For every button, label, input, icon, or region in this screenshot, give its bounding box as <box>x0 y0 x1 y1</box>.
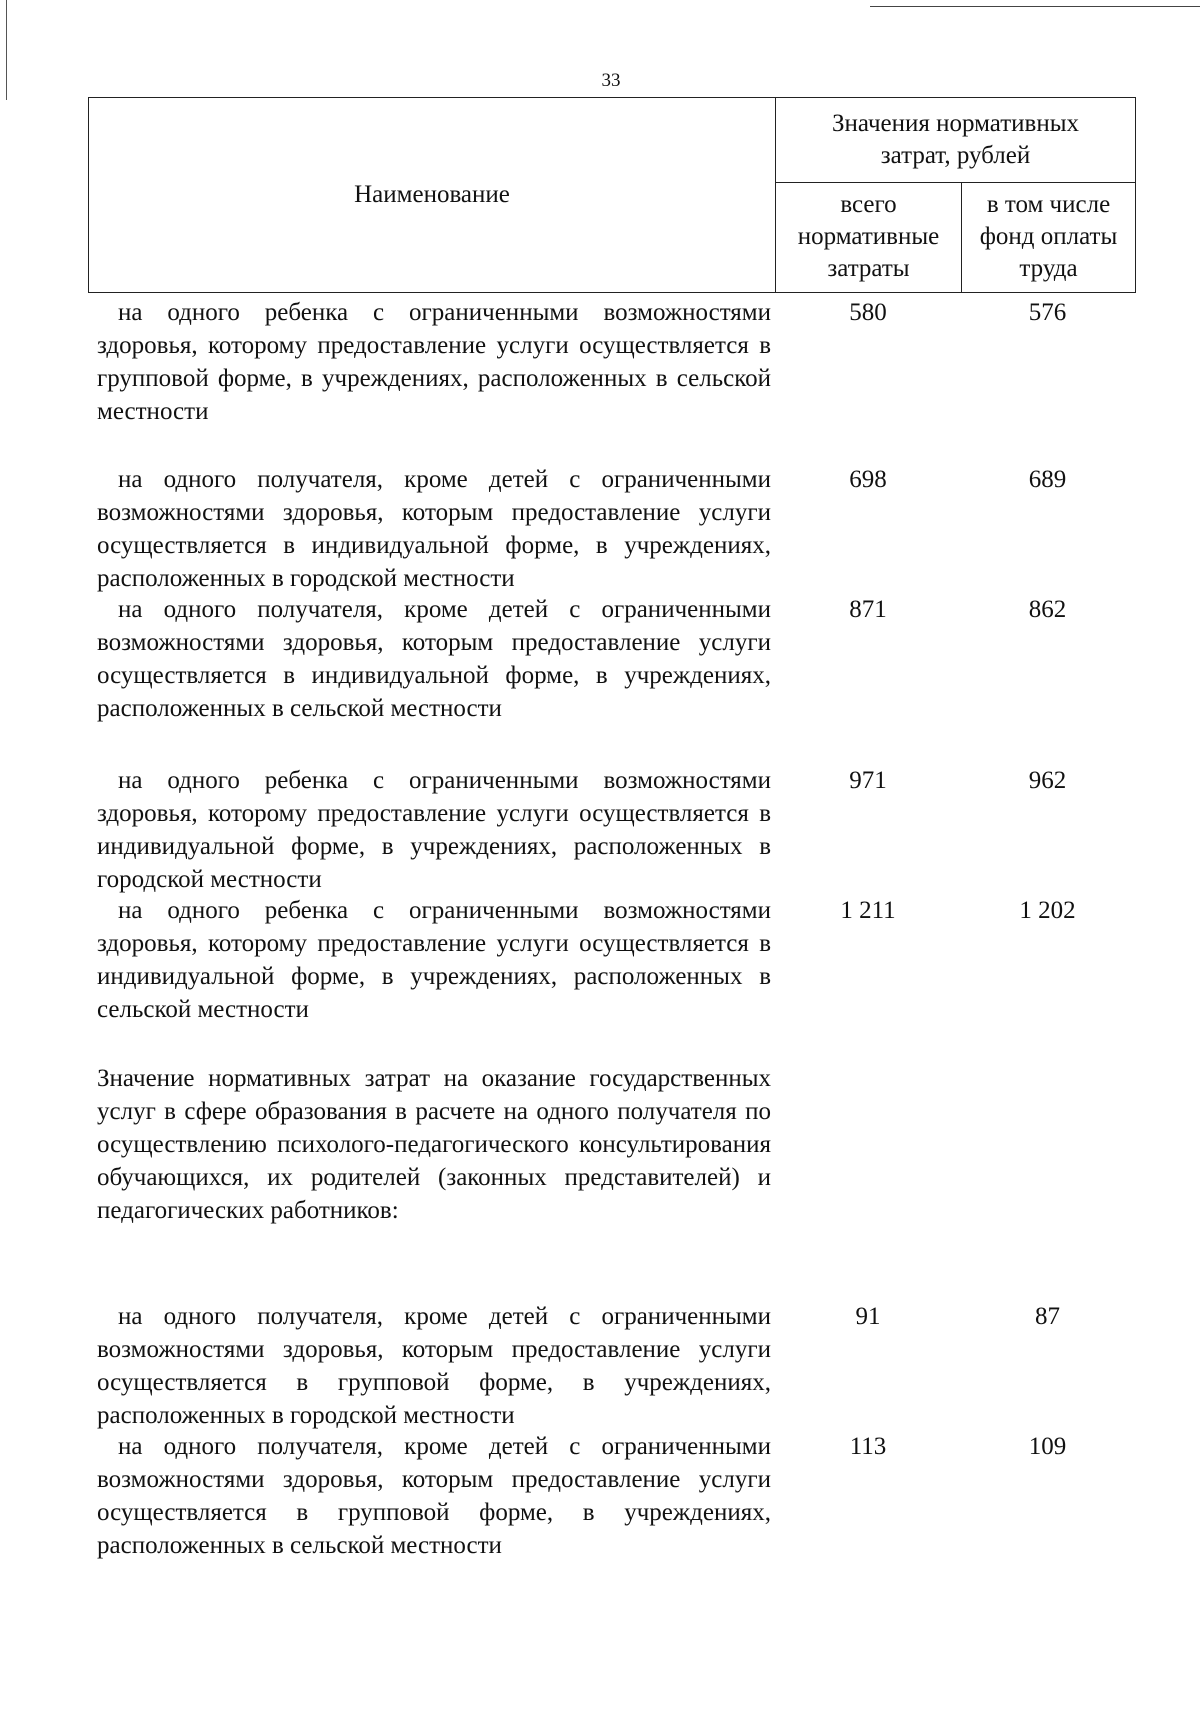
header-name-column: Наименование <box>89 98 776 292</box>
table-header <box>88 97 1136 293</box>
row-description: на одного получателя, кроме детей с ограниченными возможностями здоровья, которым предоставление услуги осуществляется в групповой форме, в учреждениях, расположенных в городской местности <box>97 1303 771 1429</box>
row-payroll-value: 576 <box>1028 299 1067 326</box>
header-values-group: Значения нормативных затрат, рублей <box>776 98 1135 183</box>
row-total-value: 698 <box>849 466 887 493</box>
row-total-value: 871 <box>849 596 887 623</box>
row-payroll-value: 962 <box>1028 767 1067 794</box>
row-payroll-value: 862 <box>1028 596 1067 623</box>
row-description: на одного ребенка с ограниченными возможностями здоровья, которому предоставление услуги осуществляется в индивидуальной форме, в учреждениях, расположенных в сельской местности <box>97 897 771 1023</box>
row-total-value: 113 <box>849 1433 887 1460</box>
scan-border-top <box>870 6 1200 7</box>
section-heading: Значение нормативных затрат на оказание государственных услуг в сфере образования в расчете на одного получателя по осуществлению психолого-педагогического консультирования обучающихся, их родителей (законных представителей) и педагогических работников: <box>97 1065 771 1224</box>
row-description: на одного получателя, кроме детей с ограниченными возможностями здоровья, которым предоставление услуги осуществляется в индивидуальной форме, в учреждениях, расположенных в сельской местности <box>97 596 771 722</box>
row-total-value: 91 <box>855 1303 881 1330</box>
row-payroll-value: 689 <box>1028 466 1067 493</box>
row-total-value: 580 <box>849 299 887 326</box>
row-description: на одного получателя, кроме детей с ограниченными возможностями здоровья, которым предоставление услуги осуществляется в индивидуальной форме, в учреждениях, расположенных в городской местности <box>97 466 771 592</box>
header-total-costs-column: всего нормативные затраты <box>776 183 962 292</box>
row-payroll-value: 1 202 <box>1019 897 1076 924</box>
row-description: на одного получателя, кроме детей с ограниченными возможностями здоровья, которым предоставление услуги осуществляется в групповой форме, в учреждениях, расположенных в сельской местности <box>97 1433 771 1559</box>
row-total-value: 1 211 <box>840 897 896 924</box>
row-payroll-value: 109 <box>1028 1433 1067 1460</box>
row-description: на одного ребенка с ограниченными возможностями здоровья, которому предоставление услуги осуществляется в групповой форме, в учреждениях, расположенных в сельской местности <box>97 299 771 425</box>
row-payroll-value: 87 <box>1035 1303 1060 1330</box>
row-description: на одного ребенка с ограниченными возможностями здоровья, которому предоставление услуги осуществляется в индивидуальной форме, в учреждениях, расположенных в городской местности <box>97 767 771 893</box>
page-number: 33 <box>601 70 621 91</box>
row-total-value: 971 <box>849 767 887 794</box>
header-payroll-column: в том числе фонд оплаты труда <box>979 191 1118 282</box>
